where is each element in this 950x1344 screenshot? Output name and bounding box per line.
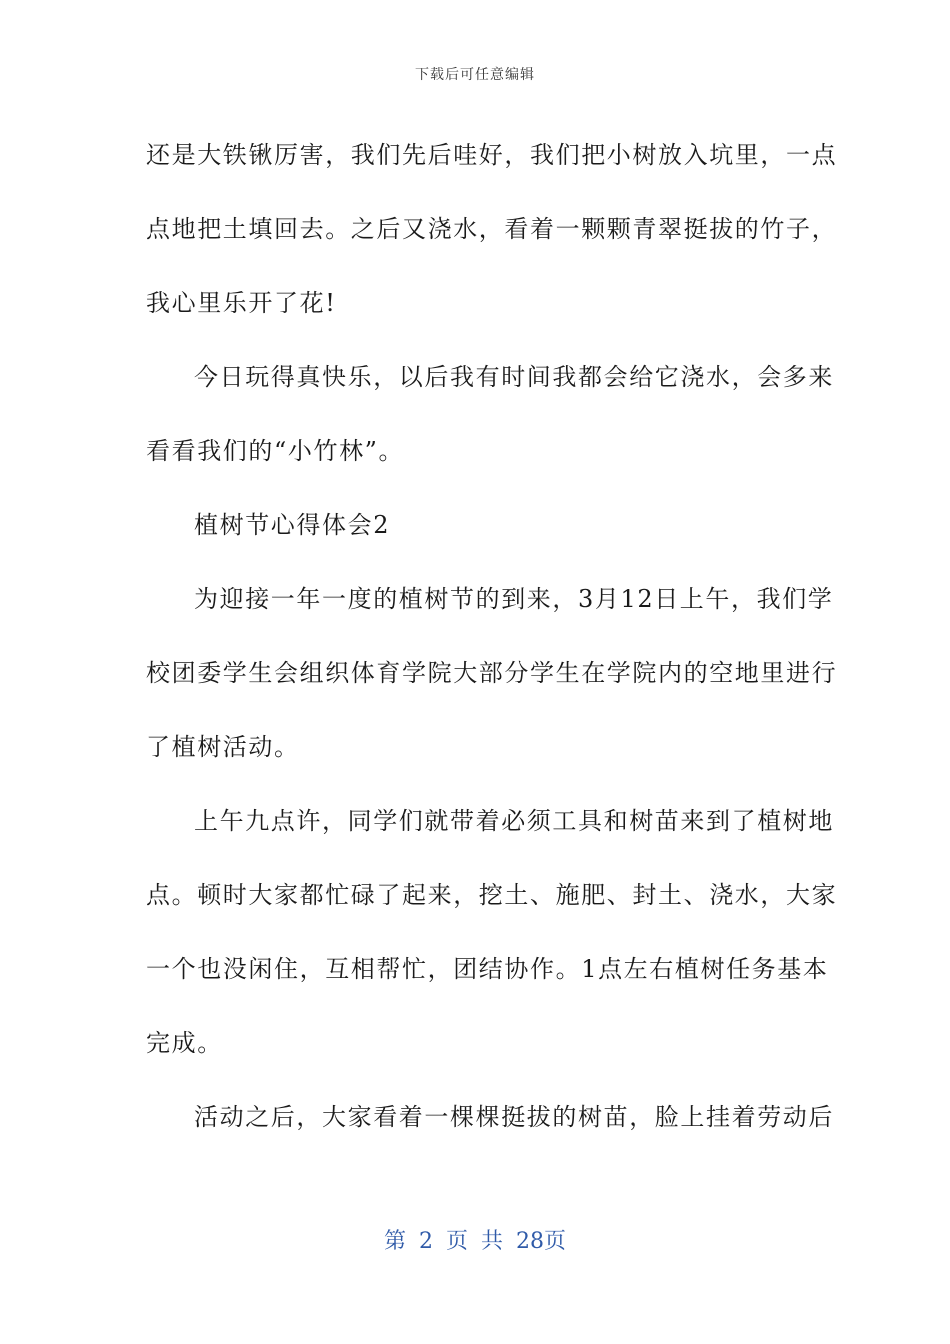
text-line: 看看我们的“小竹林”。 (146, 437, 405, 465)
paragraph (146, 784, 838, 1080)
text-line: 校团委学生会组织体育学院大部分学生在学院内的空地里进行 (146, 659, 838, 687)
page-number-footer: 第 2 页 共 28页 (384, 1229, 566, 1254)
text-line: 为迎接一年一度的植树节的到来，3月12日上午，我们学 (194, 585, 834, 613)
section-heading (146, 488, 796, 562)
page-header: 下载后可任意编辑 (415, 67, 535, 83)
text-line: 点地把土填回去。之后又浇水，看着一颗颗青翠挺拔的竹子， (146, 215, 838, 243)
text-line: 我心里乐开了花! (146, 289, 337, 317)
text-line: 今日玩得真快乐，以后我有时间我都会给它浇水，会多来 (194, 363, 834, 391)
text-line: 了植树活动。 (146, 733, 300, 761)
text-line: 活动之后，大家看着一棵棵挺拔的树苗，脸上挂着劳动后 (194, 1103, 834, 1131)
paragraph (146, 562, 838, 784)
document-body (146, 118, 838, 1154)
heading-line: 植树节心得体会2 (194, 511, 391, 539)
text-line: 完成。 (146, 1029, 223, 1057)
text-line: 还是大铁锹厉害，我们先后哇好，我们把小树放入坑里，一点 (146, 141, 838, 169)
paragraph (146, 340, 834, 488)
text-line: 点。顿时大家都忙碌了起来，挖土、施肥、封土、浇水，大家 (146, 881, 838, 909)
text-line: 一个也没闲住，互相帮忙，团结协作。1点左右植树任务基本 (146, 955, 829, 983)
text-line: 上午九点许，同学们就带着必须工具和树苗来到了植树地 (194, 807, 834, 835)
paragraph (146, 1080, 834, 1154)
paragraph (146, 118, 838, 340)
